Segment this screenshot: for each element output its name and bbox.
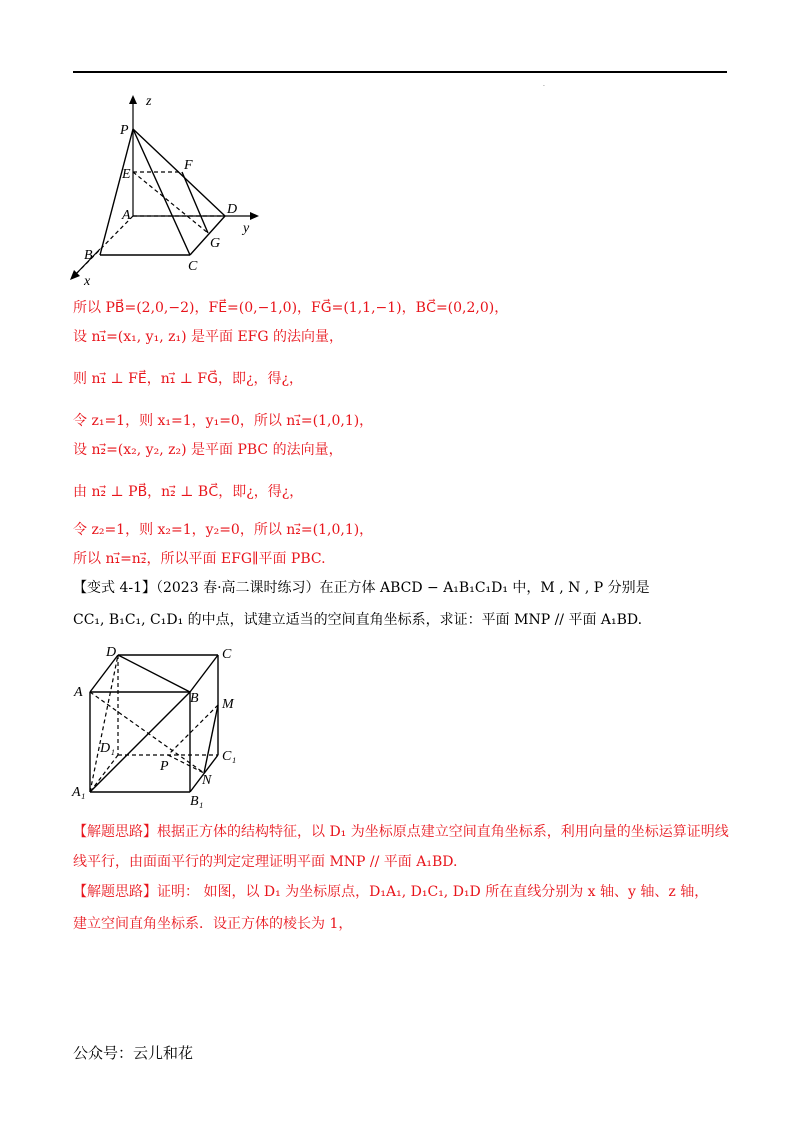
cube-label-B: B: [190, 691, 199, 706]
cube-label-P: P: [160, 759, 169, 774]
text-line-8: 所以 n₁⃗=n₂⃗，所以平面 EFG∥平面 PBC.: [73, 551, 326, 567]
header-dot: ·: [543, 83, 545, 90]
label-P: P: [120, 123, 129, 138]
solution-idea-text: 根据正方体的结构特征，以 D₁ 为坐标原点建立空间直角坐标系，利用向量的坐标运算证明线: [157, 824, 729, 840]
cube-label-A1: A₁: [72, 785, 86, 800]
text-line-2: 设 n₁⃗=(x₁, y₁, z₁) 是平面 EFG 的法向量，: [73, 329, 344, 345]
text-line-1: 所以 PB⃗=(2,0,−2)，FE⃗=(0,−1,0)，FG⃗=(1,1,−1)，BC⃗=(0,2,0)，: [73, 300, 509, 316]
pyramid-figure: [60, 92, 270, 292]
solution-idea-line-1: [73, 822, 729, 842]
solution-proof-text: 证明： 如图，以 D₁ 为坐标原点，D₁A₁, D₁C₁, D₁D 所在直线分别为 x 轴、y 轴、z 轴，: [157, 884, 709, 900]
solution-idea-heading: 【解题思路】: [73, 824, 157, 840]
cube-label-D: D: [106, 645, 117, 660]
solution-proof-line-1: [73, 882, 708, 902]
label-D: D: [227, 202, 238, 217]
text-line-6: 由 n₂⃗ ⊥ PB⃗，n₂⃗ ⊥ BC⃗，即¿，得¿，: [73, 484, 304, 500]
cube-label-C1: C₁: [222, 749, 237, 764]
label-G: G: [210, 236, 221, 251]
solution-proof-heading: 【解题思路】: [73, 884, 157, 900]
label-F: F: [184, 158, 193, 173]
cube-figure: [66, 640, 256, 810]
footer-wechat-account: 公众号：云儿和花: [73, 1044, 194, 1062]
label-C: C: [188, 259, 198, 274]
label-B: B: [84, 248, 93, 263]
solution-proof-line-2: 建立空间直角坐标系．设正方体的棱长为 1，: [73, 916, 353, 932]
label-A: A: [122, 208, 131, 223]
solution-idea-line-2: 线平行，由面面平行的判定定理证明平面 MNP // 平面 A₁BD.: [73, 854, 458, 870]
text-line-5: 设 n₂⃗=(x₂, y₂, z₂) 是平面 PBC 的法向量，: [73, 442, 343, 458]
label-x: x: [84, 274, 91, 289]
label-z: z: [146, 94, 152, 109]
problem-line-1: 【变式 4-1】（2023 春·高二课时练习）在正方体 ABCD − A₁B₁C₁D₁ 中，M , N , P 分别是: [73, 580, 650, 596]
header-rule: [73, 71, 727, 73]
cube-label-C: C: [222, 647, 232, 662]
text-line-4: 令 z₁=1，则 x₁=1，y₁=0，所以 n₁⃗=(1,0,1)，: [73, 413, 374, 429]
cube-label-D1: D₁: [100, 741, 115, 756]
cube-label-A: A: [74, 685, 83, 700]
cube-label-M: M: [222, 697, 234, 712]
label-E: E: [122, 167, 131, 182]
cube-label-B1: B₁: [190, 794, 204, 809]
cube-label-N: N: [202, 773, 212, 788]
text-line-3: 则 n₁⃗ ⊥ FE⃗，n₁⃗ ⊥ FG⃗，即¿，得¿，: [73, 371, 303, 387]
text-line-7: 令 z₂=1，则 x₂=1，y₂=0，所以 n₂⃗=(1,0,1)，: [73, 522, 374, 538]
problem-line-2: CC₁, B₁C₁, C₁D₁ 的中点，试建立适当的空间直角坐标系，求证：平面 MNP // 平面 A₁BD.: [73, 612, 643, 628]
label-y: y: [243, 221, 250, 236]
